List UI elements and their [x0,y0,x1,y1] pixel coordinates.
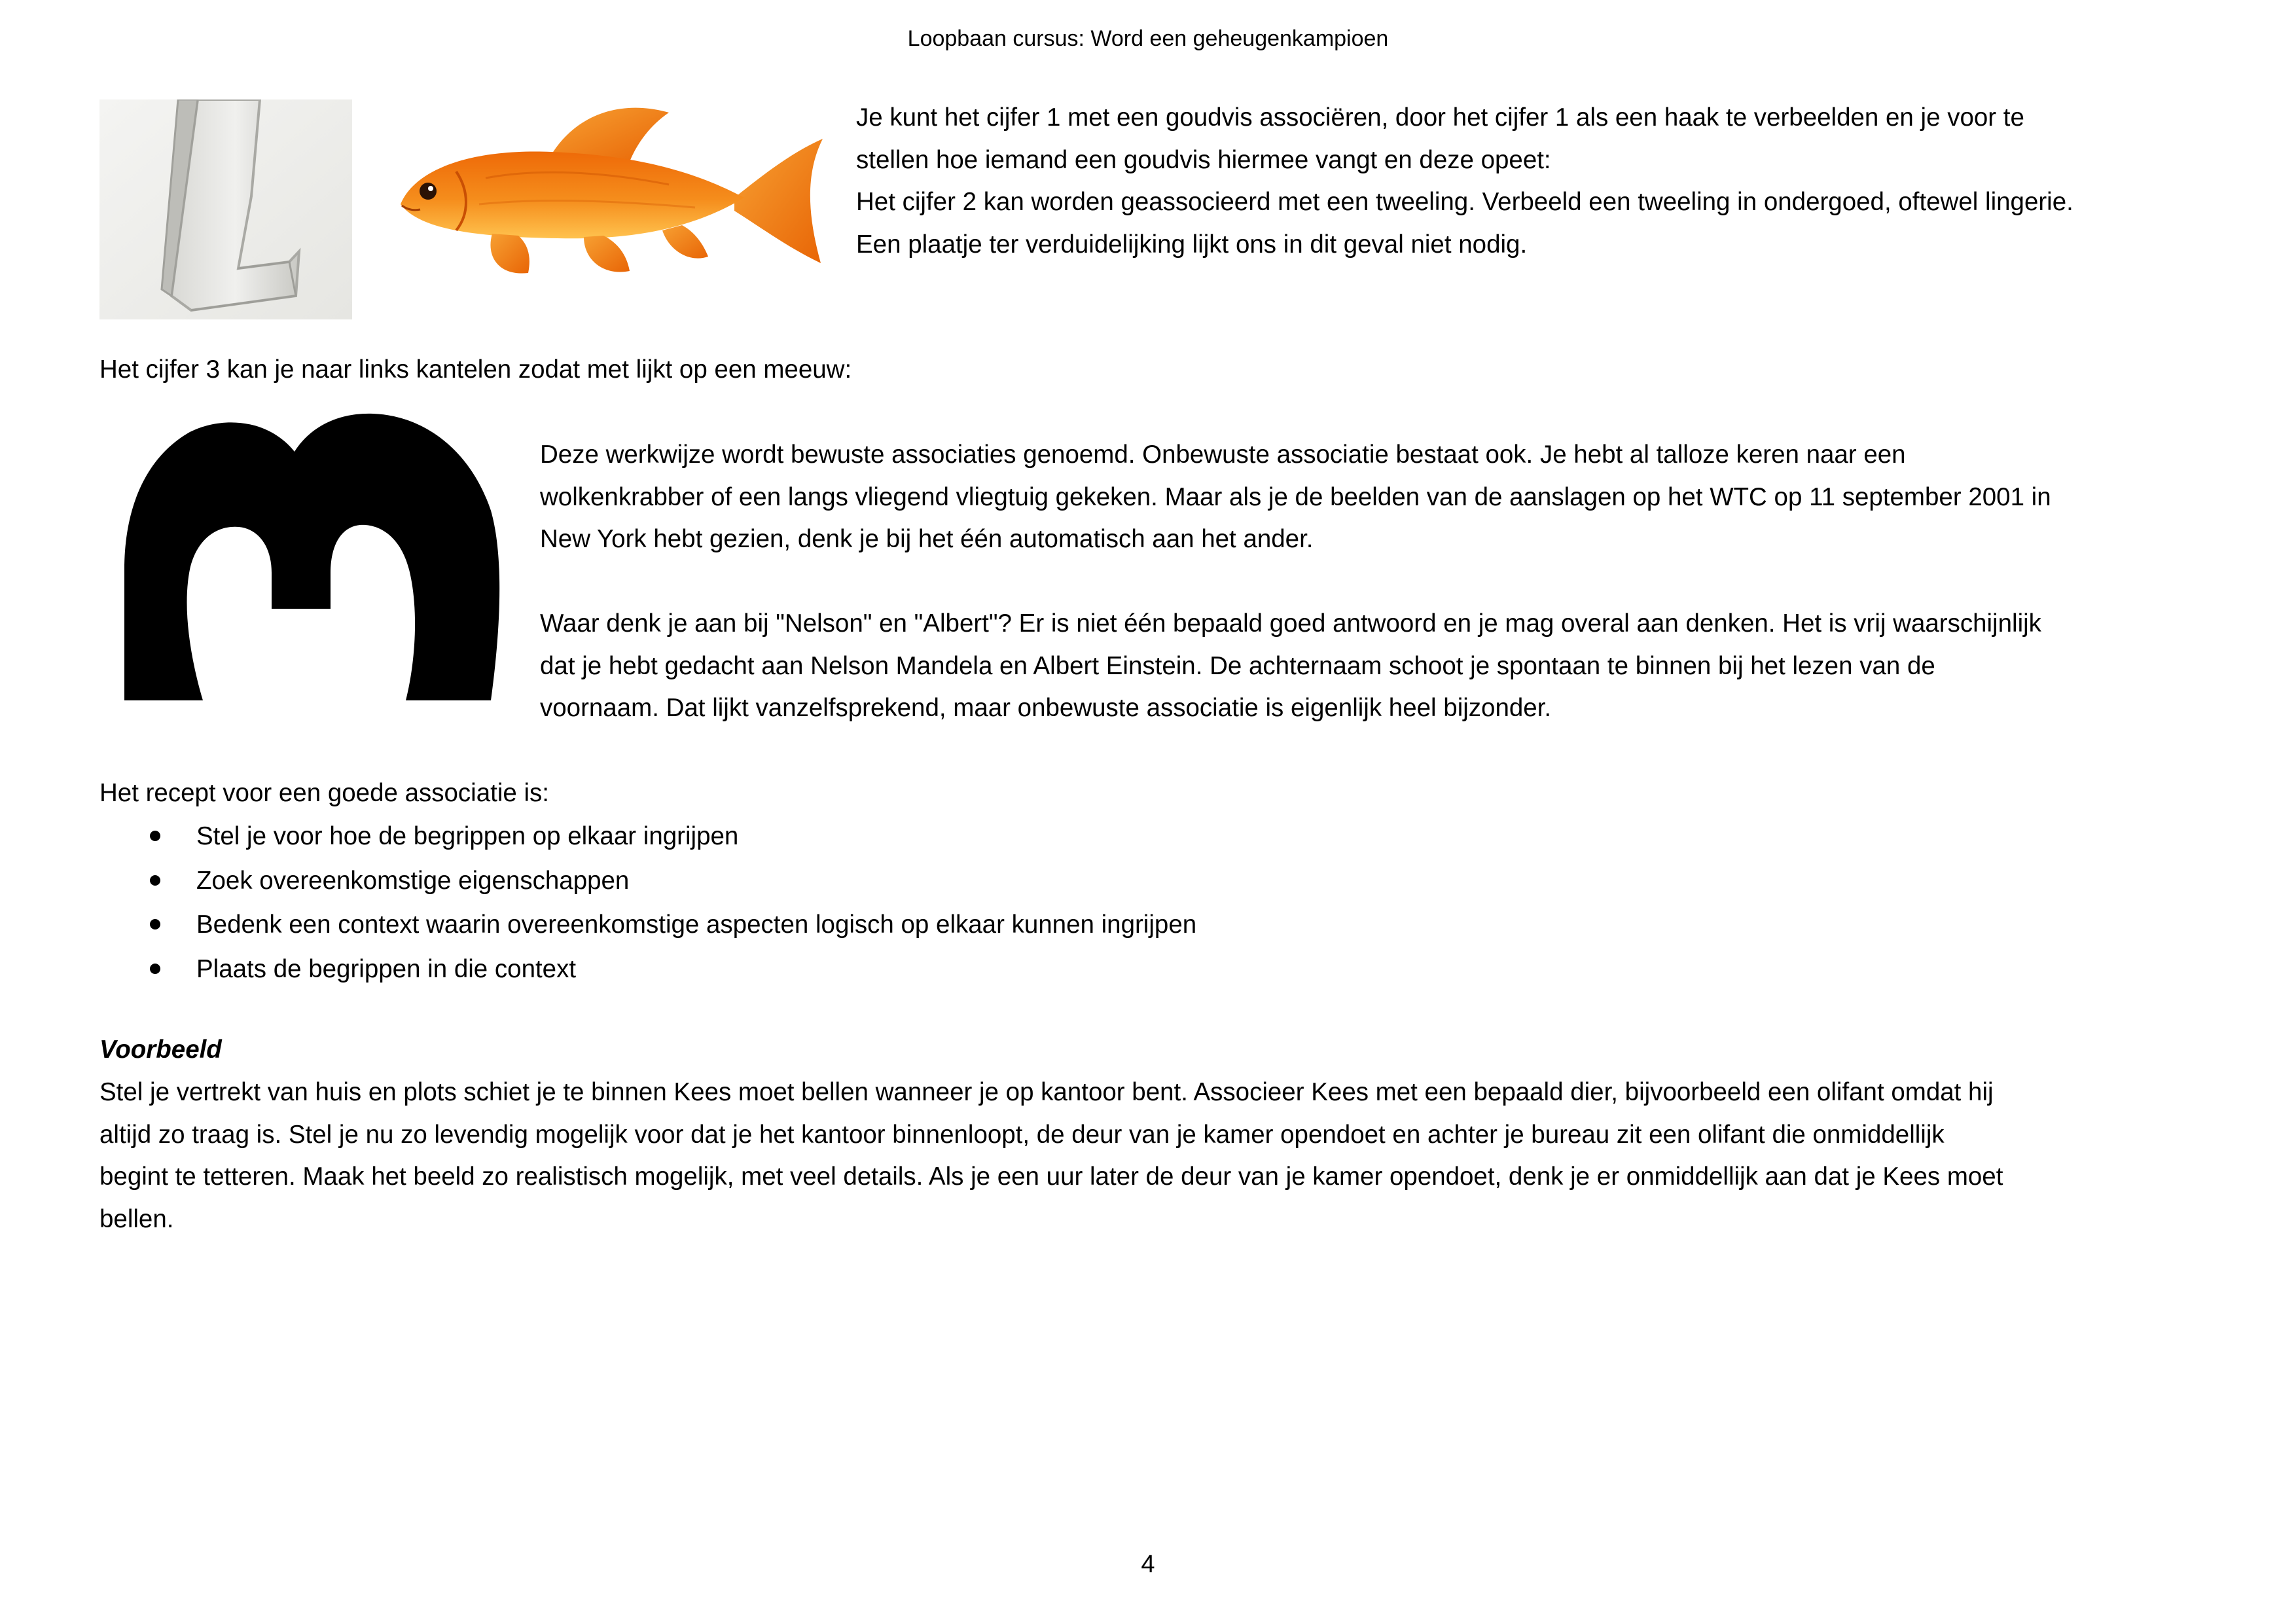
list-item [99,814,2128,859]
paragraph-recipe-intro: Het recept voor een goede associatie is: [99,779,549,807]
recipe-bullet-list [99,814,2128,991]
text-line: altijd zo traag is. Stel je nu zo levendig mogelijk voor dat je het kantoor binnenloopt, de deur van je kamer opendoet en achter je bureau zit een olifant die onmiddellijk [99,1120,1945,1149]
text-line: bellen. [99,1204,174,1233]
goldfish-image [387,99,827,296]
text-line: begint te tetteren. Maak het beeld zo realistisch mogelijk, met veel details. Als je een uur later de deur van je kamer opendoet, denk je er onmiddellijk aan dat je Kees moet [99,1163,2003,1191]
digit-one-image [99,99,352,319]
list-item [99,859,2128,903]
text-line: Een plaatje ter verduidelijking lijkt ons in dit geval niet nodig. [856,230,1528,259]
paragraph-example [99,1072,2220,1240]
bullet-icon [150,964,160,974]
section-heading-voorbeeld: Voorbeeld [99,1036,222,1064]
text-line: New York hebt gezien, denk je bij het één automatisch aan het ander. [540,525,1314,553]
text-line: Waar denk je aan bij "Nelson" en "Albert"? Er is niet één bepaald goed antwoord en je mag overal aan denken. Het is vrij waarschijnlijk [540,609,2041,638]
text-line: Het cijfer 2 kan worden geassocieerd met een tweeling. Verbeeld een tweeling in ondergoed, oftewel lingerie. [856,188,2073,216]
text-line: stellen hoe iemand een goudvis hiermee vangt en deze opeet: [856,145,1551,174]
text-line: wolkenkrabber of een langs vliegend vliegtuig gekeken. Maar als je de beelden van de aanslagen op het WTC op 11 september 2001 in [540,482,2051,511]
list-item-text: Stel je voor hoe de begrippen op elkaar ingrijpen [196,822,739,850]
list-item-text: Zoek overeenkomstige eigenschappen [196,866,630,895]
list-item-text: Bedenk een context waarin overeenkomstige aspecten logisch op elkaar kunnen ingrijpen [196,911,1197,939]
list-item-text: Plaats de begrippen in die context [196,954,577,983]
paragraph-digit-three: Het cijfer 3 kan je naar links kantelen zodat met lijkt op een meeuw: [99,355,852,384]
paragraph-goldfish [856,97,2231,266]
bullet-icon [150,875,160,886]
paragraph-associations [540,434,2215,561]
list-item [99,947,2128,992]
text-line: Deze werkwijze wordt bewuste associaties genoemd. Onbewuste associatie bestaat ook. Je hebt al talloze keren naar een [540,441,1906,469]
digit-three-image [118,412,501,715]
text-line: voornaam. Dat lijkt vanzelfsprekend, maar onbewuste associatie is eigenlijk heel bijzonder. [540,694,1552,722]
list-item [99,903,2128,947]
text-line: dat je hebt gedacht aan Nelson Mandela en Albert Einstein. De achternaam schoot je spontaan te binnen bij het lezen van de [540,651,1935,680]
paragraph-nelson-albert [540,603,2215,730]
bullet-icon [150,831,160,841]
page-header: Loopbaan cursus: Word een geheugenkampioen [907,26,1389,51]
text-line: Je kunt het cijfer 1 met een goudvis associëren, door het cijfer 1 als een haak te verbeelden en je voor te [856,103,2024,132]
text-line: Stel je vertrekt van huis en plots schiet je te binnen Kees moet bellen wanneer je op kantoor bent. Associeer Kees met een bepaald dier, bijvoorbeeld een olifant omdat hij [99,1078,1994,1106]
bullet-icon [150,919,160,929]
page-number: 4 [1141,1551,1155,1578]
